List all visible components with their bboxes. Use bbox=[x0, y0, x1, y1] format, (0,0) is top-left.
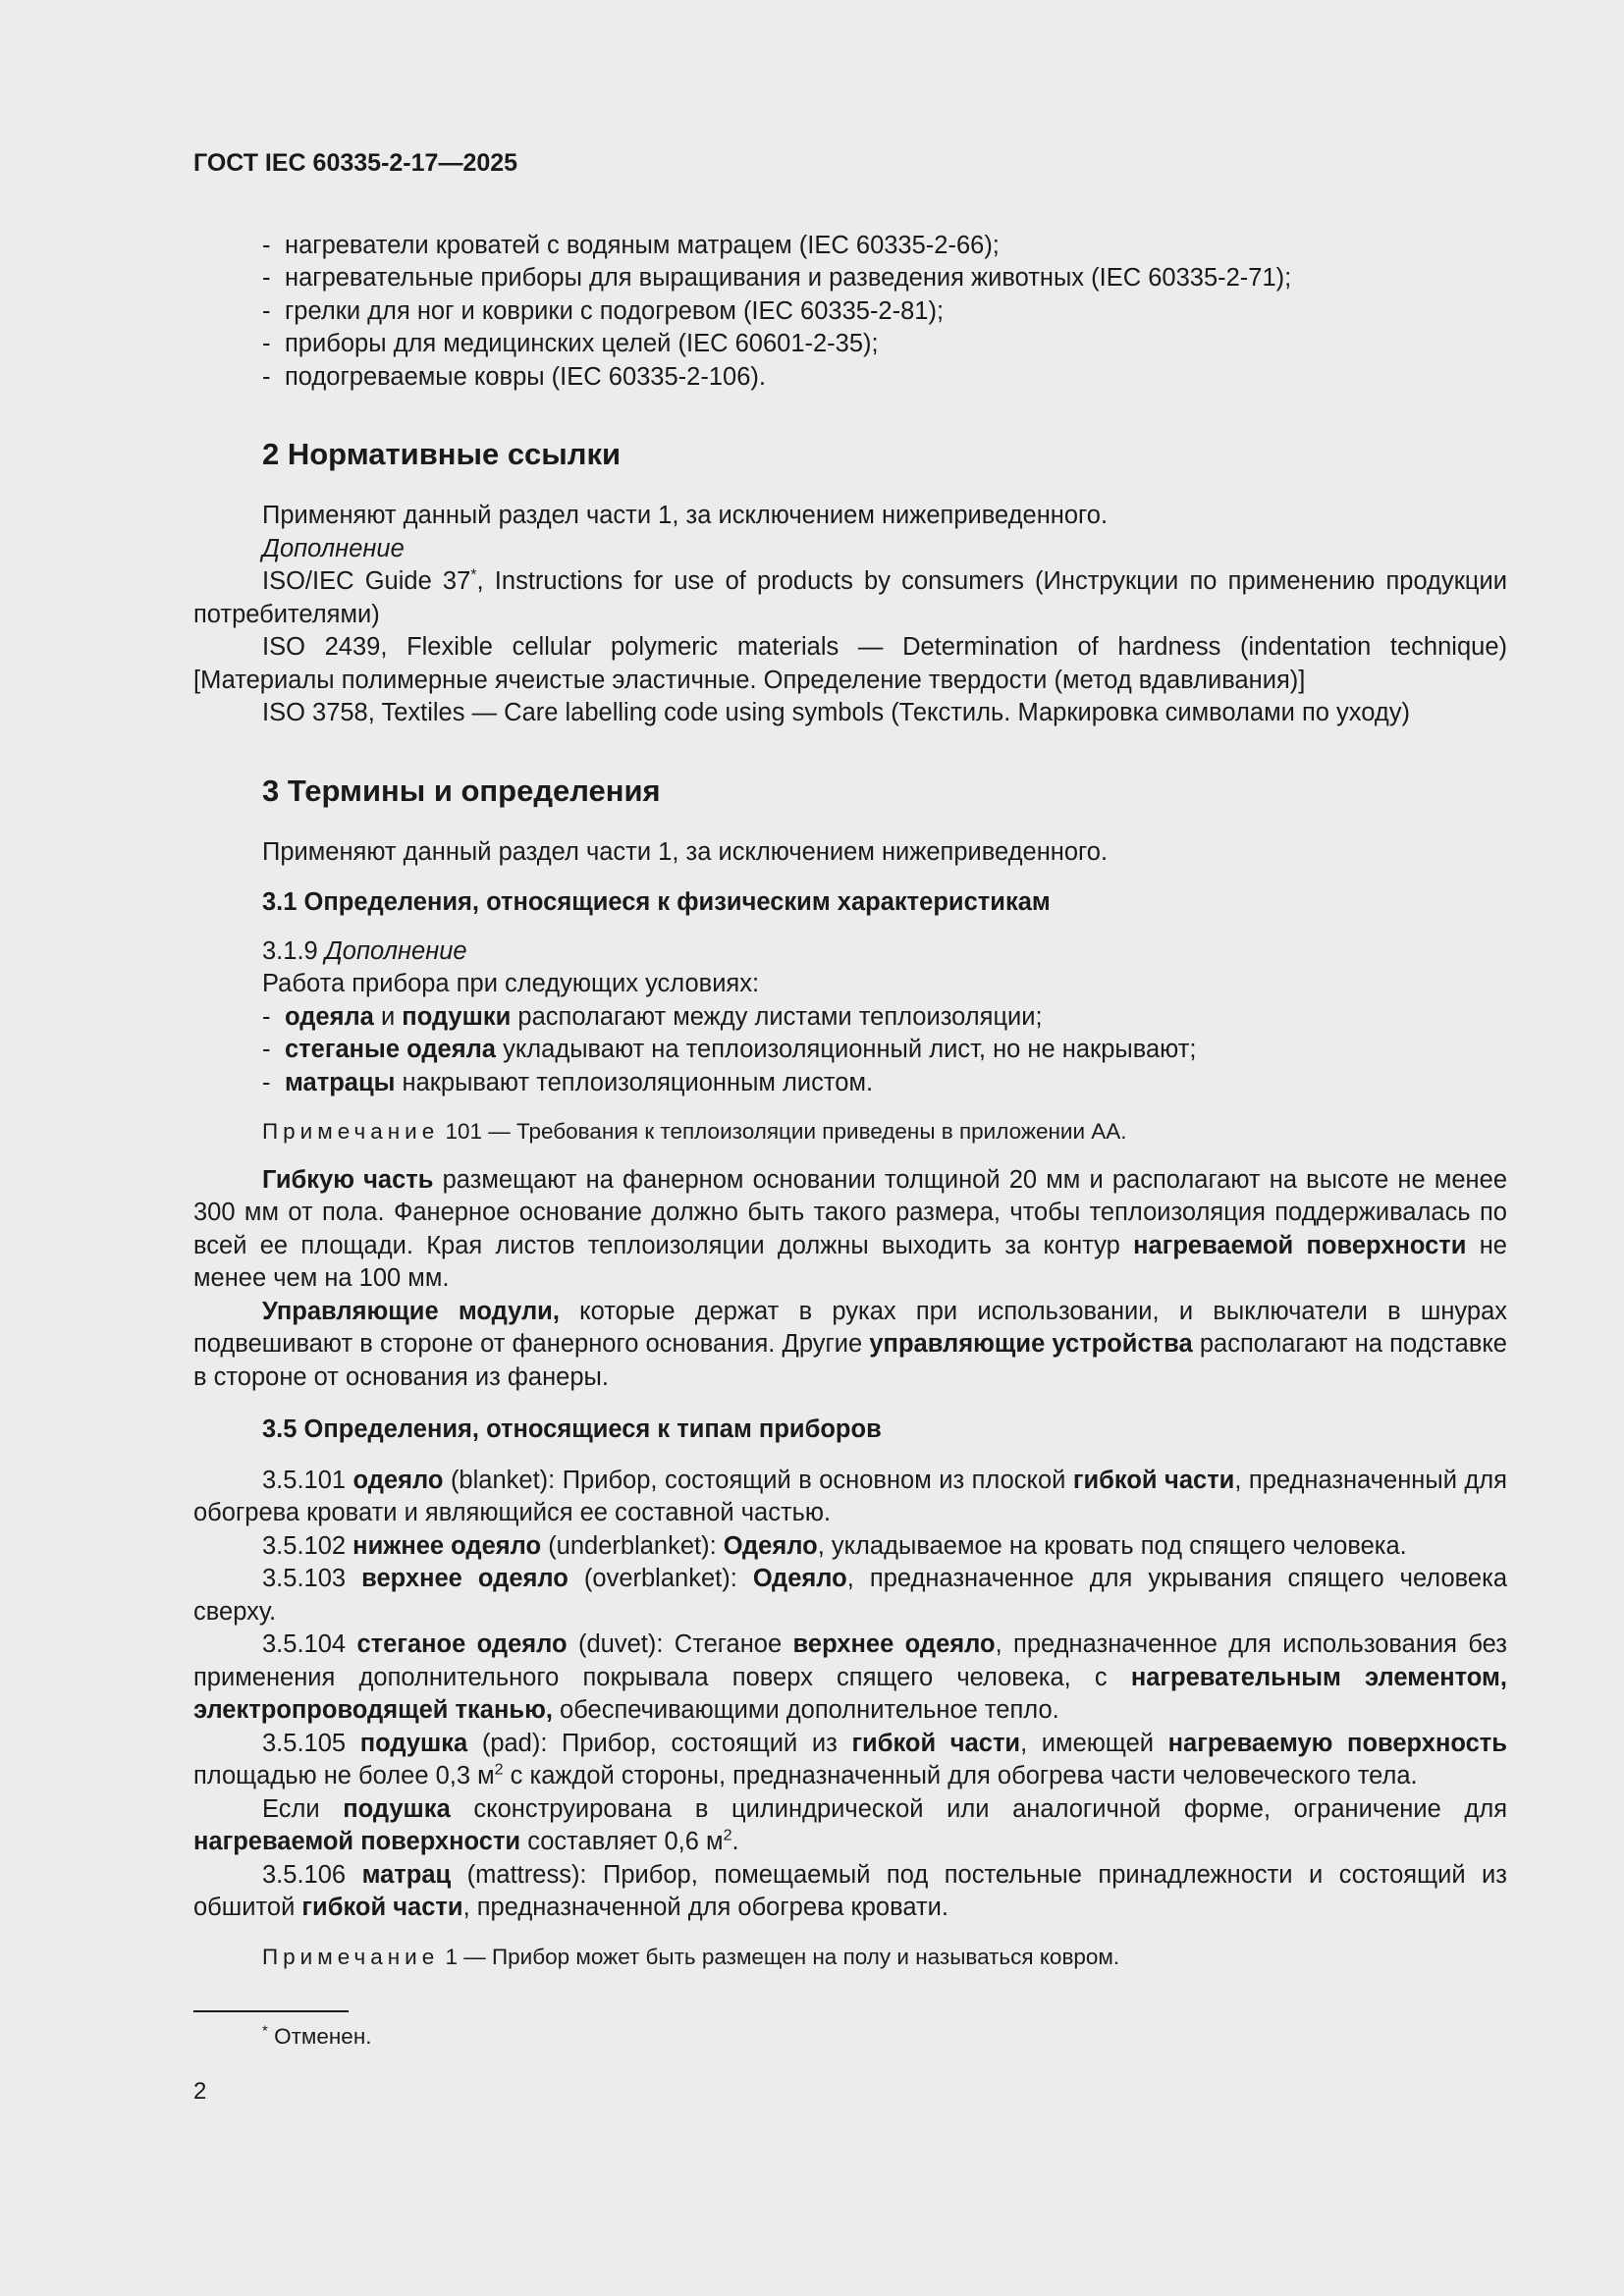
definition-3-5-101: 3.5.101 одеяло (blanket): Прибор, состоящий в основном из плоской гибкой части, предназначенный для обогрева кровати и являющийся ее составной частью. bbox=[193, 1466, 1507, 1526]
list-item: - грелки для ног и коврики с подогревом (IEC 60335-2-81); bbox=[262, 296, 945, 325]
section-2-intro: Применяют данный раздел части 1, за исключением нижеприведенного. bbox=[262, 502, 1109, 529]
definition-3-5-105: 3.5.105 подушка (pad): Прибор, состоящий из гибкой части, имеющей нагреваемую поверхность площадью не более 0,3 $м^2$ с каждой стороны, предназначенный для обогрева части человеческого тела. bbox=[193, 1729, 1507, 1789]
document-header: ГОСТ IEC 60335-2-17—2025 bbox=[193, 149, 518, 177]
subsection-3-5-title: 3.5 Определения, относящиеся к типам приборов bbox=[262, 1415, 882, 1443]
section-3-title: 3 Термины и определения bbox=[262, 773, 661, 808]
note-1: Примечание 1 — Прибор может быть размещен на полу и называться ковром. bbox=[262, 1944, 1120, 1969]
subsection-3-1-title: 3.1 Определения, относящиеся к физическим характеристикам bbox=[262, 888, 1051, 916]
footnote-divider bbox=[193, 2010, 349, 2012]
footnote-reference: * bbox=[470, 566, 477, 584]
list-item: - нагревательные приборы для выращивания и разведения животных (IEC 60335-2-71); bbox=[262, 264, 1292, 292]
list-item: - матрацы накрывают теплоизоляционным листом. bbox=[262, 1068, 874, 1096]
definition-3-5-106: 3.5.106 матрац (mattress): Прибор, помещаемый под постельные принадлежности и состоящий из обшитой гибкой части, предназначенной для обогрева кровати. bbox=[193, 1860, 1507, 1921]
page-number: 2 bbox=[193, 2077, 207, 2105]
paragraph-pad-cylinder: Если подушка сконструирована в цилиндрической или аналогичной форме, ограничение для нагреваемой поверхности составляет 0,6 $м^2$. bbox=[193, 1794, 1508, 1855]
footnote: * Отменен. bbox=[262, 2022, 372, 2049]
definition-3-5-102: 3.5.102 нижнее одеяло (underblanket): Одеяло, укладываемое на кровать под спящего человека. bbox=[262, 1531, 1407, 1560]
paragraph-flexible-part: Гибкую часть размещают на фанерном основании толщиной 20 мм и располагают на высоте не менее 300 мм от пола. Фанерное основание должно быть такого размера, чтобы теплоизоляция поддерживалась по всей ее площади. Края листов теплоизоляции должны выходить за контур нагреваемой поверхности не менее чем на 100 мм. bbox=[193, 1165, 1507, 1292]
list-item: - приборы для медицинских целей (IEC 60601-2-35); bbox=[262, 330, 879, 357]
clause-3-1-9-intro: Работа прибора при следующих условиях: bbox=[262, 970, 760, 997]
excluded-list bbox=[193, 230, 1507, 395]
paragraph-control-units: Управляющие модули, которые держат в руках при использовании, и выключатели в шнурах подвешивают в стороне от фанерного основания. Другие управляющие устройства располагают на подставке в стороне от основания из фанеры. bbox=[193, 1297, 1507, 1391]
reference-item: ISO 3758, Textiles — Care labelling code using symbols (Текстиль. Маркировка символами по уходу) bbox=[262, 699, 1411, 726]
section-3-intro: Применяют данный раздел части 1, за исключением нижеприведенного. bbox=[262, 837, 1109, 866]
section-2-title: 2 Нормативные ссылки bbox=[262, 437, 622, 471]
note-101: Примечание 101 — Требования к теплоизоляции приведены в приложении АА. bbox=[262, 1119, 1127, 1144]
clause-3-1-9: 3.1.9 Дополнение bbox=[262, 936, 467, 965]
reference-item: ISO/IEC Guide 37*, Instructions for use of products by consumers (Инструкции по применению продукции потребителями) bbox=[193, 566, 1507, 628]
definition-3-5-104: 3.5.104 стеганое одеяло (duvet): Стеганое верхнее одеяло, предназначенное для использования без применения дополнительного покрывала поверх спящего человека, с нагревательным элементом, электропроводящей тканью, обеспечивающими дополнительное тепло. bbox=[193, 1630, 1507, 1724]
definition-3-5-103: 3.5.103 верхнее одеяло (overblanket): Одеяло, предназначенное для укрывания спящего человека сверху. bbox=[193, 1565, 1507, 1626]
list-item: - стеганые одеяла укладывают на теплоизоляционный лист, но не накрывают; bbox=[262, 1036, 1197, 1063]
addition-label: Дополнение bbox=[262, 534, 405, 562]
list-item: - одеяла и подушки располагают между листами теплоизоляции; bbox=[262, 1002, 1043, 1031]
document-page bbox=[193, 147, 1507, 2108]
reference-item: ISO 2439, Flexible cellular polymeric materials — Determination of hardness (indentation technique) [Материалы полимерные ячеистые эластичные. Определение твердости (метод вдавливания)] bbox=[193, 633, 1507, 694]
list-item: - нагреватели кроватей с водяным матрацем (IEC 60335-2-66); bbox=[262, 231, 1000, 259]
list-item: - подогреваемые ковры (IEC 60335-2-106). bbox=[262, 362, 766, 391]
